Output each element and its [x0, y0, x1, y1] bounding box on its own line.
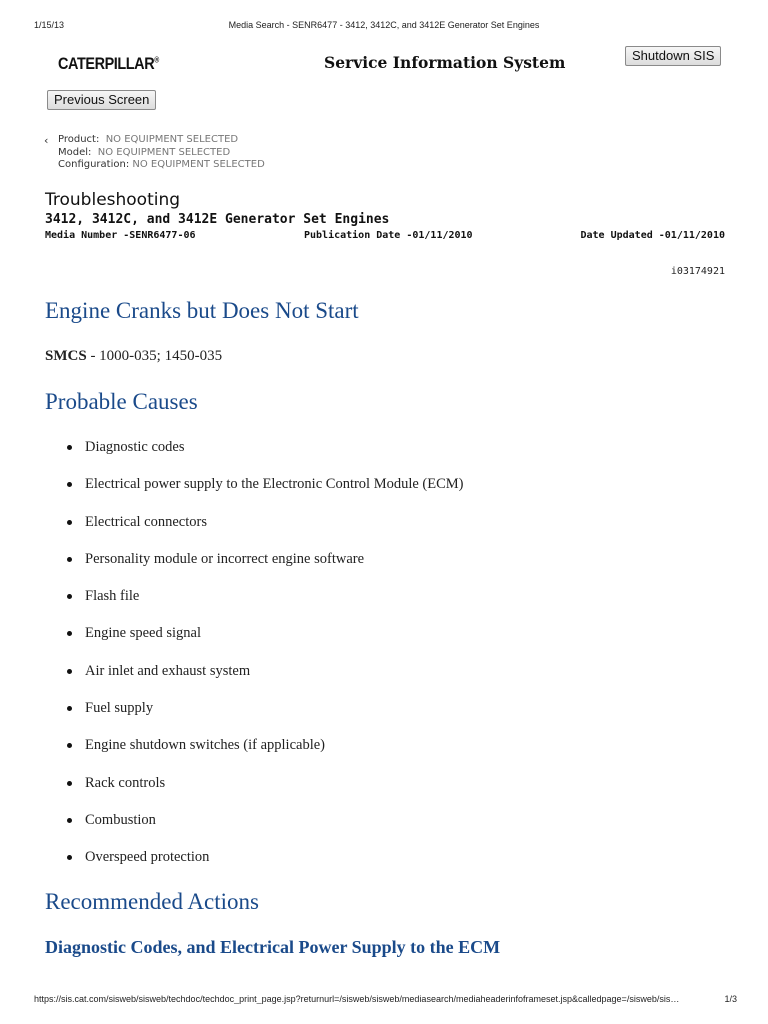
list-item: Combustion — [45, 811, 464, 848]
document-id: i03174921 — [670, 266, 725, 277]
configuration-row: Configuration: NO EQUIPMENT SELECTED — [58, 159, 265, 170]
previous-screen-button[interactable]: Previous Screen — [47, 90, 156, 110]
diagnostic-codes-subheading: Diagnostic Codes, and Electrical Power Supply to the ECM — [45, 937, 501, 957]
smcs-line: SMCS - 1000-035; 1450-035 — [45, 348, 223, 364]
list-item: Air inlet and exhaust system — [45, 662, 464, 699]
list-item: Flash file — [45, 587, 464, 624]
page-title: Engine Cranks but Does Not Start — [45, 298, 359, 323]
collapse-arrow-icon[interactable]: ‹ — [44, 134, 49, 147]
product-value: NO EQUIPMENT SELECTED — [105, 134, 239, 145]
print-url: https://sis.cat.com/sisweb/sisweb/techdoc/techdoc_print_page.jsp?returnurl=/sisweb/sisweb/mediasearch/mediaheaderinfoframeset.jsp&calledpage=/sisweb/sis… — [34, 994, 680, 1004]
list-item: Engine shutdown switches (if applicable) — [45, 736, 464, 773]
media-number: Media Number -SENR6477-06 — [45, 230, 196, 241]
list-item: Electrical power supply to the Electronic Control Module (ECM) — [45, 475, 464, 512]
equipment-info — [58, 134, 265, 172]
product-row: Product: NO EQUIPMENT SELECTED — [58, 134, 239, 145]
date-updated: Date Updated -01/11/2010 — [580, 230, 725, 241]
list-item: Engine speed signal — [45, 624, 464, 661]
configuration-value: NO EQUIPMENT SELECTED — [132, 159, 265, 170]
model-row: Model: NO EQUIPMENT SELECTED — [58, 146, 231, 158]
section-heading: Troubleshooting — [45, 190, 181, 210]
recommended-actions-heading: Recommended Actions — [45, 889, 259, 914]
list-item: Overspeed protection — [45, 848, 464, 885]
list-item: Electrical connectors — [45, 513, 464, 550]
print-page-number: 1/3 — [724, 994, 737, 1004]
print-page-title: Media Search - SENR6477 - 3412, 3412C, and 3412E Generator Set Engines — [228, 20, 540, 30]
probable-causes-heading: Probable Causes — [45, 389, 198, 414]
list-item: Fuel supply — [45, 699, 464, 736]
probable-causes-list — [45, 438, 464, 886]
document-title: 3412, 3412C, and 3412E Generator Set Engines — [45, 212, 390, 227]
publication-date: Publication Date -01/11/2010 — [304, 230, 473, 241]
model-value: NO EQUIPMENT SELECTED — [97, 146, 231, 158]
list-item: Diagnostic codes — [45, 438, 464, 475]
list-item: Rack controls — [45, 774, 464, 811]
caterpillar-logo: CATERPILLAR® — [58, 54, 159, 73]
sis-title: Service Information System — [324, 53, 566, 72]
print-date: 1/15/13 — [34, 20, 65, 30]
list-item: Personality module or incorrect engine software — [45, 550, 464, 587]
shutdown-sis-button[interactable]: Shutdown SIS — [625, 46, 721, 66]
